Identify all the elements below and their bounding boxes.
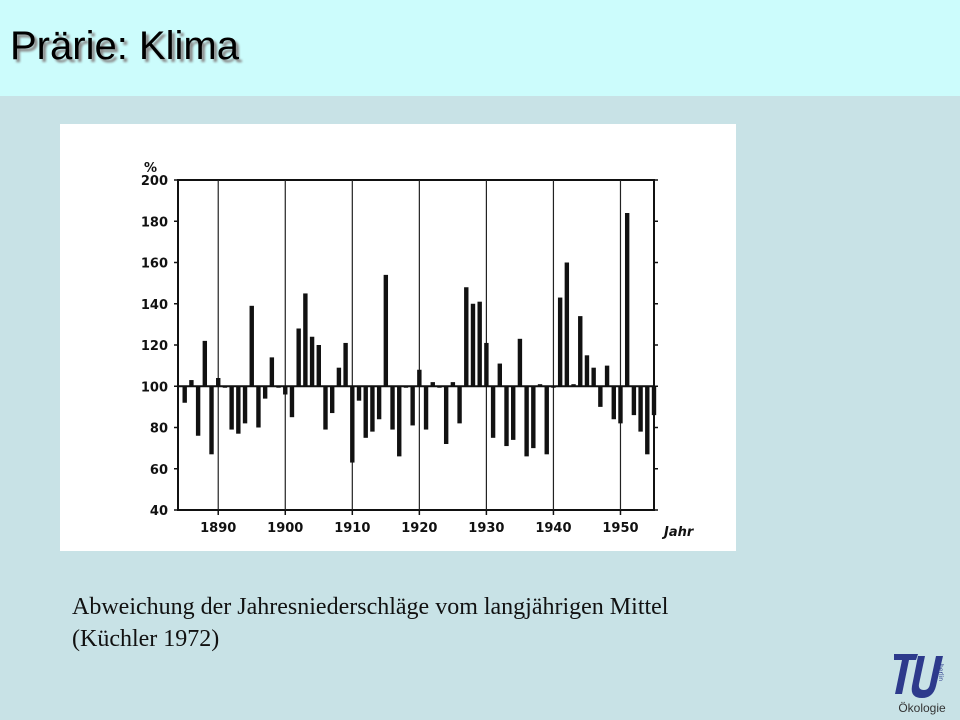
y-tick-label: 80: [149, 421, 168, 437]
bar-year-1925: [451, 382, 455, 386]
bar-year-1926: [457, 386, 461, 423]
x-axis-label: Jahr: [664, 525, 694, 540]
x-tick-label: 1950: [602, 521, 639, 536]
bar-year-1901: [290, 386, 294, 417]
plot-frame: [178, 180, 654, 510]
title-bar: [0, 0, 960, 96]
bar-year-1953: [638, 386, 642, 431]
bar-year-1921: [424, 386, 428, 429]
bar-year-1955: [652, 386, 656, 415]
bar-year-1952: [632, 386, 636, 415]
bar-year-1902: [296, 329, 300, 387]
bar-year-1893: [236, 386, 240, 433]
bar-year-1888: [203, 341, 207, 386]
bar-year-1892: [229, 386, 233, 429]
x-tick-label: 1930: [468, 521, 505, 536]
caption-line-2: (Küchler 1972): [72, 626, 220, 652]
bar-year-1913: [370, 386, 374, 431]
bar-year-1916: [390, 386, 394, 429]
bar-year-1914: [377, 386, 381, 419]
bar-year-1930: [484, 343, 488, 386]
figure-caption: [72, 591, 872, 655]
x-tick-label: 1910: [334, 521, 371, 536]
bar-year-1946: [591, 368, 595, 387]
bar-year-1911: [357, 386, 361, 400]
x-tick-label: 1920: [401, 521, 438, 536]
bar-year-1938: [538, 384, 542, 386]
svg-text:berlin: berlin: [937, 664, 944, 682]
bar-year-1951: [625, 213, 629, 386]
bar-year-1943: [571, 384, 575, 386]
bar-year-1937: [531, 386, 535, 448]
bar-year-1944: [578, 316, 582, 386]
bar-year-1929: [477, 302, 481, 387]
bar-year-1934: [511, 386, 515, 440]
bar-year-1950: [618, 386, 622, 423]
bar-year-1948: [605, 366, 609, 387]
y-tick-label: 140: [140, 297, 168, 313]
bar-year-1933: [504, 386, 508, 446]
bar-year-1919: [410, 386, 414, 425]
bar-year-1918: [404, 386, 408, 388]
y-tick-label: 40: [149, 504, 168, 519]
bar-year-1920: [417, 370, 421, 387]
bar-year-1927: [464, 287, 468, 386]
bar-year-1912: [364, 386, 368, 438]
bar-year-1903: [303, 293, 307, 386]
bar-year-1947: [598, 386, 602, 407]
x-tick-label: 1900: [267, 521, 304, 536]
bar-year-1928: [471, 304, 475, 387]
bar-year-1894: [243, 386, 247, 423]
y-tick-label: 60: [149, 462, 168, 478]
x-tick-label: 1940: [535, 521, 572, 536]
bar-year-1891: [223, 386, 227, 388]
bar-year-1939: [545, 386, 549, 454]
bar-year-1941: [558, 298, 562, 387]
bar-year-1887: [196, 386, 200, 436]
bar-year-1890: [216, 378, 220, 386]
bar-year-1942: [565, 263, 569, 387]
bar-year-1900: [283, 386, 287, 394]
bar-year-1945: [585, 355, 589, 386]
bar-year-1924: [444, 386, 448, 444]
logo-subtext: Ökologie: [898, 701, 946, 715]
bar-year-1895: [250, 306, 254, 386]
bar-year-1896: [256, 386, 260, 427]
caption-line-1: Abweichung der Jahresniederschläge vom langjährigen Mittel: [72, 594, 669, 620]
bar-year-1935: [518, 339, 522, 386]
bar-year-1889: [209, 386, 213, 454]
bar-year-1904: [310, 337, 314, 387]
bar-year-1906: [323, 386, 327, 429]
bar-year-1923: [437, 386, 441, 388]
bar-year-1910: [350, 386, 354, 462]
y-tick-label: 180: [140, 215, 168, 231]
y-tick-label: 160: [140, 256, 168, 272]
bar-year-1949: [612, 386, 616, 419]
tu-berlin-logo-icon: [892, 650, 950, 700]
bar-year-1922: [431, 382, 435, 386]
bar-year-1905: [317, 345, 321, 386]
bar-year-1917: [397, 386, 401, 456]
x-tick-label: 1890: [200, 521, 237, 536]
bar-year-1932: [498, 364, 502, 387]
y-tick-label: 200: [140, 174, 168, 189]
bar-year-1931: [491, 386, 495, 438]
bar-year-1940: [551, 386, 555, 388]
y-axis-label: %: [144, 161, 158, 176]
bar-year-1897: [263, 386, 267, 398]
bar-year-1915: [384, 275, 388, 386]
chart-panel: [60, 124, 736, 551]
bar-year-1886: [189, 380, 193, 386]
bar-year-1936: [524, 386, 528, 456]
tu-berlin-logo: [886, 650, 956, 720]
y-tick-label: 120: [140, 339, 168, 354]
bar-year-1907: [330, 386, 334, 413]
bar-year-1908: [337, 368, 341, 387]
slide-title: Prärie: Klima: [10, 24, 239, 68]
bar-year-1909: [343, 343, 347, 386]
bar-year-1898: [270, 357, 274, 386]
bar-year-1885: [183, 386, 187, 403]
bar-year-1954: [645, 386, 649, 454]
bar-year-1899: [276, 386, 280, 388]
precipitation-deviation-chart: [60, 124, 736, 551]
y-tick-label: 100: [140, 380, 168, 396]
